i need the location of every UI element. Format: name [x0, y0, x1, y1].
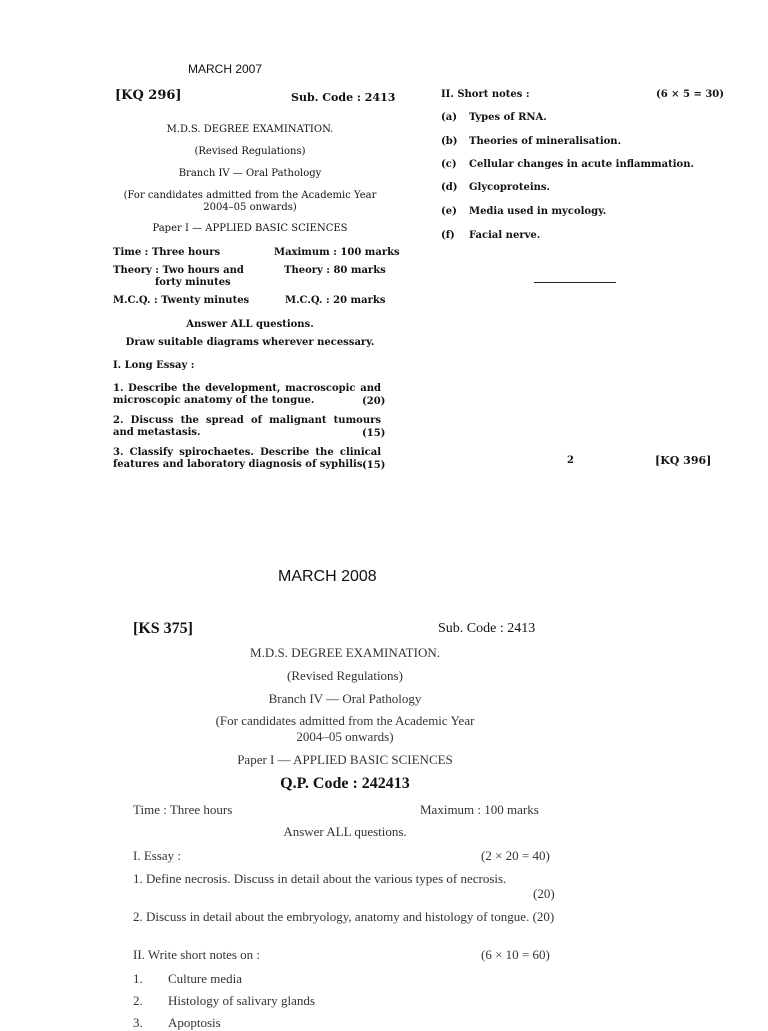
month-2008: MARCH 2008	[278, 568, 377, 585]
section1-marks-2008: (2 × 20 = 40)	[481, 848, 550, 863]
instruction2-2007: Draw suitable diagrams wherever necessary.	[125, 337, 375, 348]
short-note-label: (c)	[441, 159, 457, 170]
instruction1-2007: Answer ALL questions.	[186, 319, 314, 330]
question2-2008: 2. Discuss in detail about the embryology, anatomy and histology of tongue. (20)	[133, 909, 555, 924]
short-note-text: Histology of salivary glands	[168, 993, 315, 1008]
sub-code-2008: Sub. Code : 2413	[438, 621, 536, 636]
mcq-marks-2007: M.C.Q. : 20 marks	[285, 295, 386, 306]
short-note-label: 3.	[133, 1015, 143, 1030]
question1-2007: 1. Describe the development, macroscopic and microscopic anatomy of the tongue.	[113, 383, 381, 406]
question2-2007: 2. Discuss the spread of malignant tumours and metastasis.	[113, 415, 381, 438]
short-note-text: Culture media	[168, 971, 243, 986]
short-note-label: (a)	[441, 112, 457, 123]
max-marks-2007: Maximum : 100 marks	[274, 247, 400, 258]
theory-label-2007: Theory : Two hours and	[113, 265, 244, 276]
branch-2007: Branch IV — Oral Pathology	[178, 168, 322, 179]
question3-2007: 3. Classify spirochaetes. Describe the clinical features and laboratory diagnosis of syphilis.	[113, 447, 381, 470]
short-note-text: Facial nerve.	[469, 230, 541, 241]
time-label-2008: Time : Three hours	[133, 802, 233, 817]
paper-title-2007: Paper I — APPLIED BASIC SCIENCES	[152, 223, 348, 234]
branch-2008: Branch IV — Oral Pathology	[268, 691, 422, 706]
section1-title-2007: I. Long Essay :	[113, 360, 195, 371]
sub-code-2007: Sub. Code : 2413	[291, 91, 396, 104]
mcq-label-2007: M.C.Q. : Twenty minutes	[113, 295, 250, 306]
paper-code-2008: [KS 375]	[133, 620, 193, 637]
short-note-text: Glycoproteins.	[469, 182, 551, 193]
q1-marks-2008: (20)	[533, 886, 555, 901]
short-note-text: Theories of mineralisation.	[469, 136, 622, 147]
short-note-label: 2.	[133, 993, 143, 1008]
time-label-2007: Time : Three hours	[113, 247, 221, 258]
max-marks-2008: Maximum : 100 marks	[420, 802, 539, 817]
candidates-line2-2007: 2004–05 onwards)	[203, 202, 297, 213]
end-rule-2007	[534, 282, 616, 283]
page-number: 2	[567, 455, 574, 466]
q3-marks-2007: (15)	[362, 460, 386, 471]
month-2007: MARCH 2007	[188, 62, 263, 76]
question1-2008: 1. Define necrosis. Discuss in detail about the various types of necrosis.	[133, 871, 507, 886]
q2-marks-2007: (15)	[362, 428, 386, 439]
regulations-2008: (Revised Regulations)	[287, 668, 403, 683]
section2-title-2008: II. Write short notes on :	[133, 947, 261, 962]
instruction-2008: Answer ALL questions.	[283, 824, 407, 839]
exam-title-2008: M.D.S. DEGREE EXAMINATION.	[250, 645, 440, 660]
short-note-text: Media used in mycology.	[469, 206, 607, 217]
qp-code-2008: Q.P. Code : 242413	[280, 775, 410, 792]
paper-title-2008: Paper I — APPLIED BASIC SCIENCES	[237, 752, 453, 767]
regulations-2007: (Revised Regulations)	[194, 146, 306, 157]
short-note-text: Types of RNA.	[469, 112, 547, 123]
short-note-label: (b)	[441, 136, 458, 147]
section1-title-2008: I. Essay :	[133, 848, 182, 863]
section2-marks-2008: (6 × 10 = 60)	[481, 947, 550, 962]
exam-title-2007: M.D.S. DEGREE EXAMINATION.	[166, 124, 334, 135]
short-note-label: (d)	[441, 182, 458, 193]
candidates-line1-2008: (For candidates admitted from the Academic Year	[215, 713, 475, 728]
q1-marks-2007: (20)	[362, 396, 386, 407]
short-note-text: Apoptosis	[168, 1015, 221, 1030]
short-note-label: (f)	[441, 230, 455, 241]
short-note-label: (e)	[441, 206, 457, 217]
section2-title-2007: II. Short notes :	[441, 89, 530, 100]
section2-marks-2007: (6 × 5 = 30)	[656, 89, 724, 100]
theory-marks-2007: Theory : 80 marks	[284, 265, 386, 276]
footer-code-2007: [KQ 396]	[655, 454, 712, 467]
short-note-text: Cellular changes in acute inflammation.	[469, 159, 694, 170]
paper-code-2007: [KQ 296]	[115, 88, 182, 103]
theory-label2-2007: forty minutes	[155, 277, 231, 288]
candidates-line2-2008: 2004–05 onwards)	[296, 729, 394, 744]
short-note-label: 1.	[133, 971, 143, 986]
candidates-line1-2007: (For candidates admitted from the Academic Year	[123, 190, 377, 201]
